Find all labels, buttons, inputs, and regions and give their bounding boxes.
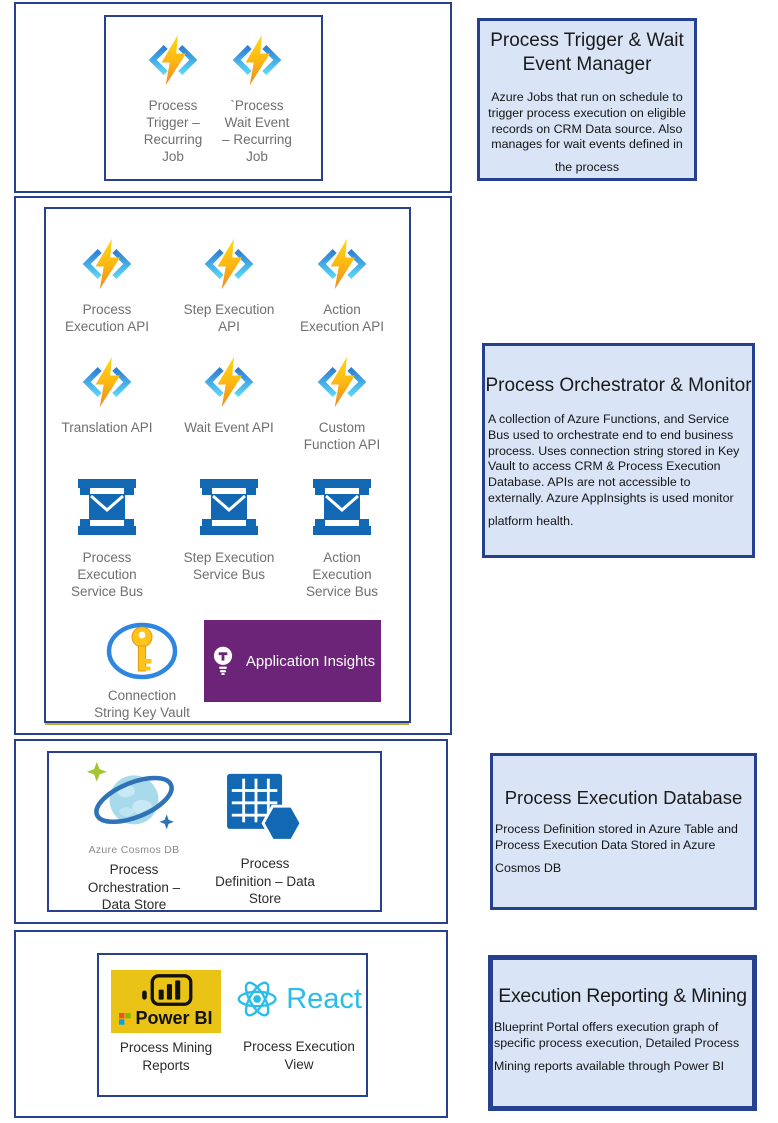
wait-event-job-item bbox=[221, 34, 293, 165]
step-execution-bus-item bbox=[179, 474, 279, 583]
trigger-job-label: Process Trigger – Recurring Job bbox=[143, 98, 203, 164]
azure-functions-icon bbox=[316, 356, 368, 408]
note-orchestrator-title: Process Orchestrator & Monitor bbox=[485, 375, 752, 396]
note-trigger-manager-text: the process bbox=[554, 160, 620, 175]
process-execution-api-label: Process Execution API bbox=[64, 302, 150, 334]
note-trigger-manager-text: Azure Jobs that run on schedule to trigger process execution on eligible records on CRM Data source. Also manages for wait events defined in bbox=[488, 90, 686, 152]
key-vault-item bbox=[92, 622, 192, 721]
process-orchestration-store-label: Process Orchestration – Data Store bbox=[87, 862, 181, 912]
step-execution-bus-label: Step Execution Service Bus bbox=[183, 550, 275, 582]
highlight-line bbox=[45, 723, 409, 725]
application-insights-label: Application Insights bbox=[245, 652, 376, 670]
note-trigger-manager-title: Process Trigger & Wait Event Manager bbox=[490, 30, 684, 75]
cosmos-db-item bbox=[75, 760, 193, 914]
process-execution-bus-item bbox=[57, 474, 157, 600]
azure-functions-icon bbox=[147, 34, 199, 86]
react-logo bbox=[236, 978, 362, 1020]
azure-functions-icon bbox=[81, 238, 133, 290]
power-bi-chart-icon bbox=[137, 974, 195, 1007]
note-database-text: Cosmos DB bbox=[495, 860, 562, 875]
azure-functions-icon bbox=[203, 356, 255, 408]
note-database-text: Process Definition stored in Azure Table and Process Execution Data Stored in Azure bbox=[495, 822, 738, 852]
react-wordmark: React bbox=[286, 982, 362, 1015]
action-execution-bus-item bbox=[292, 474, 392, 600]
note-trigger-manager-box bbox=[477, 18, 697, 181]
wait-event-api-label: Wait Event API bbox=[184, 420, 274, 435]
power-bi-wordmark: Power BI bbox=[135, 1008, 213, 1028]
note-database-title: Process Execution Database bbox=[504, 787, 743, 808]
lightbulb-icon bbox=[210, 644, 236, 678]
table-storage-item bbox=[215, 772, 315, 908]
note-reporting-title: Execution Reporting & Mining bbox=[498, 985, 747, 1007]
custom-function-api-item bbox=[292, 356, 392, 453]
cosmos-db-globe-icon bbox=[82, 760, 186, 838]
custom-function-api-label: Custom Function API bbox=[303, 420, 381, 452]
step-execution-api-label: Step Execution API bbox=[183, 302, 275, 334]
translation-api-label: Translation API bbox=[61, 420, 153, 435]
power-bi-logo bbox=[111, 970, 221, 1033]
azure-functions-icon bbox=[203, 238, 255, 290]
table-storage-icon bbox=[225, 772, 305, 846]
azure-functions-icon bbox=[231, 34, 283, 86]
azure-functions-icon bbox=[316, 238, 368, 290]
note-orchestrator-text: platform health. bbox=[488, 513, 574, 528]
process-definition-store-label: Process Definition – Data Store bbox=[215, 856, 315, 906]
service-bus-icon bbox=[197, 474, 261, 540]
note-database-box bbox=[490, 753, 757, 910]
note-reporting-text: Mining reports available through Power BI bbox=[494, 1058, 725, 1073]
service-bus-icon bbox=[75, 474, 139, 540]
process-execution-view-label: Process Execution View bbox=[243, 1039, 355, 1072]
react-atom-icon bbox=[236, 978, 278, 1020]
microsoft-squares-icon bbox=[119, 1013, 131, 1025]
action-execution-bus-label: Action Execution Service Bus bbox=[305, 550, 379, 599]
key-vault-label: Connection String Key Vault bbox=[94, 688, 190, 720]
translation-api-item bbox=[57, 356, 157, 436]
application-insights-tile bbox=[204, 620, 381, 702]
step-execution-api-item bbox=[179, 238, 279, 335]
react-item bbox=[236, 978, 362, 1073]
note-reporting-box bbox=[488, 955, 757, 1111]
note-reporting-text: Blueprint Portal offers execution graph of specific process execution, Detailed Process bbox=[494, 1020, 740, 1050]
note-orchestrator-text: A collection of Azure Functions, and Service Bus used to orchestrate end to end business process. Uses connection string stored in Key Vault to access CRM & Process Execution Database. APIs are not accessible to externally. Azure AppInsights is used monitor bbox=[488, 412, 740, 505]
wait-event-api-item bbox=[179, 356, 279, 436]
wait-event-job-label: `Process Wait Event – Recurring Job bbox=[222, 98, 292, 164]
process-mining-reports-label: Process Mining Reports bbox=[119, 1040, 213, 1073]
service-bus-icon bbox=[310, 474, 374, 540]
azure-functions-icon bbox=[81, 356, 133, 408]
power-bi-item bbox=[106, 970, 226, 1074]
action-execution-api-item bbox=[292, 238, 392, 335]
process-execution-api-item bbox=[57, 238, 157, 335]
action-execution-api-label: Action Execution API bbox=[299, 302, 385, 334]
key-vault-icon bbox=[105, 622, 179, 680]
trigger-job-item bbox=[137, 34, 209, 165]
cosmos-db-caption: Azure Cosmos DB bbox=[88, 844, 180, 856]
note-orchestrator-box bbox=[482, 343, 755, 558]
process-execution-bus-label: Process Execution Service Bus bbox=[70, 550, 144, 599]
